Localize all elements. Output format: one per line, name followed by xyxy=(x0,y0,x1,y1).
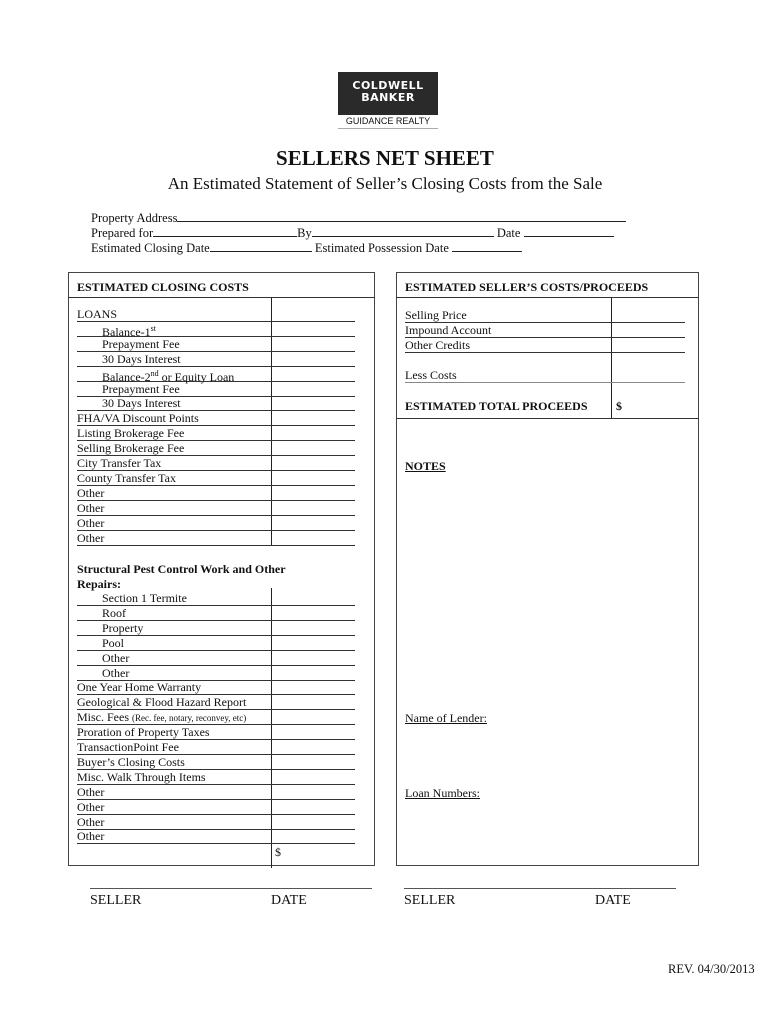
cost-row[interactable] xyxy=(77,651,355,666)
cost-row-label: Other xyxy=(77,829,105,844)
page-subtitle: An Estimated Statement of Seller’s Closing Costs from the Sale xyxy=(167,174,603,193)
notes-label: NOTES xyxy=(405,459,446,473)
cost-row[interactable] xyxy=(77,695,355,710)
cost-row-label: Listing Brokerage Fee xyxy=(77,426,185,441)
cost-row[interactable] xyxy=(77,352,355,367)
cost-row-label: Pool xyxy=(102,635,125,650)
by-label: By xyxy=(297,226,312,240)
cost-row-label: Other xyxy=(102,650,130,665)
cost-row[interactable] xyxy=(77,307,355,322)
cost-row[interactable] xyxy=(77,501,355,516)
cost-row[interactable] xyxy=(77,456,355,471)
less-costs-row[interactable] xyxy=(405,368,685,383)
cost-row[interactable] xyxy=(77,531,355,546)
cost-row-note: (Rec. fee, notary, reconvey, etc) xyxy=(132,713,247,724)
logo-line1: COLDWELL xyxy=(352,79,424,92)
cost-row[interactable] xyxy=(77,755,355,770)
logo-line2: BANKER xyxy=(361,91,415,104)
date-label: DATE xyxy=(271,893,307,908)
cost-row[interactable] xyxy=(77,621,355,636)
closing-costs-total: $ xyxy=(275,845,281,859)
cost-row[interactable] xyxy=(77,680,355,695)
cost-row[interactable] xyxy=(77,322,355,337)
coldwell-banker-logo xyxy=(338,72,438,115)
cost-row-label: TransactionPoint Fee xyxy=(77,740,179,754)
est-possession-date-label: Estimated Possession Date xyxy=(314,241,449,255)
est-possession-date-field[interactable] xyxy=(452,241,522,252)
property-address-label: Property Address xyxy=(91,211,178,225)
date-label-2: DATE xyxy=(595,893,631,908)
impound-account-row[interactable] xyxy=(405,323,685,338)
selling-price-label: Selling Price xyxy=(405,308,467,322)
cost-row-label: Other xyxy=(77,500,105,515)
cost-row[interactable] xyxy=(77,800,355,815)
cost-row[interactable] xyxy=(77,770,355,785)
cost-row[interactable] xyxy=(77,591,355,606)
cost-row[interactable] xyxy=(77,382,355,397)
logo-subtitle: GUIDANCE REALTY xyxy=(338,116,438,129)
cost-row[interactable] xyxy=(77,471,355,486)
cost-row[interactable] xyxy=(77,829,355,844)
cost-row-label: Proration of Property Taxes xyxy=(77,725,210,740)
prepared-for-field[interactable] xyxy=(153,226,297,237)
prepared-for-label: Prepared for xyxy=(91,226,154,240)
cost-row[interactable] xyxy=(77,666,355,681)
other-credits-row[interactable] xyxy=(405,338,685,353)
cost-row[interactable] xyxy=(77,725,355,740)
other-credits-label: Other Credits xyxy=(405,338,470,352)
cost-row-label: Other xyxy=(77,799,105,814)
repairs-header: Structural Pest Control Work and Other xyxy=(77,562,286,576)
est-closing-date-label: Estimated Closing Date xyxy=(91,241,210,255)
loan-numbers-label: Loan Numbers: xyxy=(405,786,480,800)
cost-row-label: Balance-1 xyxy=(102,324,151,339)
cost-row-label: Other xyxy=(77,784,105,799)
total-proceeds-value[interactable]: $ xyxy=(616,399,622,413)
page-title: SELLERS NET SHEET xyxy=(276,146,494,170)
date-field[interactable] xyxy=(524,226,614,237)
seller-signature-line-2[interactable] xyxy=(404,888,676,889)
prepared-for-row xyxy=(91,226,614,241)
divider xyxy=(396,297,699,298)
cost-row-label: Section 1 Termite xyxy=(102,591,187,605)
cost-row[interactable] xyxy=(77,337,355,352)
cost-row-label: Selling Brokerage Fee xyxy=(77,441,185,456)
cost-row-label: County Transfer Tax xyxy=(77,470,176,485)
cost-row[interactable] xyxy=(77,367,355,382)
cost-row-label: Other xyxy=(102,665,130,680)
impound-account-label: Impound Account xyxy=(405,323,492,337)
proceeds-header: ESTIMATED SELLER’S COSTS/PROCEEDS xyxy=(405,280,649,294)
cost-row-label: Prepayment Fee xyxy=(102,381,180,396)
cost-row[interactable] xyxy=(77,740,355,755)
cost-row-label-rest: or Equity Loan xyxy=(158,369,235,384)
cost-row[interactable] xyxy=(77,815,355,830)
cost-row[interactable] xyxy=(77,426,355,441)
cost-row-label: City Transfer Tax xyxy=(77,456,162,470)
cost-row-label: Balance-2 xyxy=(102,369,151,384)
seller-label: SELLER xyxy=(90,893,142,908)
cost-row-label: Other xyxy=(77,530,105,545)
total-proceeds-label: ESTIMATED TOTAL PROCEEDS xyxy=(405,399,588,413)
by-field[interactable] xyxy=(312,226,494,237)
cost-row-label: One Year Home Warranty xyxy=(77,680,202,695)
cost-row-label: Prepayment Fee xyxy=(102,336,180,351)
cost-row-label: Other xyxy=(77,485,105,500)
cost-row[interactable] xyxy=(77,411,355,426)
cost-row[interactable] xyxy=(77,710,355,725)
cost-row[interactable] xyxy=(77,606,355,621)
seller-signature-line[interactable] xyxy=(90,888,372,889)
seller-label-2: SELLER xyxy=(404,893,456,908)
cost-row-label: LOANS xyxy=(77,307,118,321)
divider xyxy=(68,297,375,298)
cost-row-label: Buyer’s Closing Costs xyxy=(77,754,185,769)
cost-row[interactable] xyxy=(77,441,355,456)
repairs-header-2: Repairs: xyxy=(77,577,121,591)
less-costs-label: Less Costs xyxy=(405,368,457,382)
dates-row xyxy=(91,241,522,256)
selling-price-row[interactable] xyxy=(405,308,685,323)
cost-row-label: Property xyxy=(102,620,144,635)
cost-row-label: Other xyxy=(77,515,105,530)
property-address-field[interactable] xyxy=(91,211,626,226)
cost-row[interactable] xyxy=(77,486,355,501)
cost-row-label: Misc. Walk Through Items xyxy=(77,769,206,784)
closing-costs-header: ESTIMATED CLOSING COSTS xyxy=(77,280,249,294)
cost-row[interactable] xyxy=(77,516,355,531)
cost-row-label: 30 Days Interest xyxy=(102,396,181,411)
cost-row-label: FHA/VA Discount Points xyxy=(77,411,199,426)
cost-row[interactable] xyxy=(77,785,355,800)
superscript: st xyxy=(150,323,156,333)
cost-row-label: 30 Days Interest xyxy=(102,351,181,366)
cost-row-label: Misc. Fees xyxy=(77,710,132,725)
revision-date: REV. 04/30/2013 xyxy=(668,962,755,976)
divider xyxy=(396,418,699,419)
cost-row-label: Roof xyxy=(102,605,126,620)
cost-row-label: Other xyxy=(77,814,105,829)
cost-row[interactable] xyxy=(77,636,355,651)
superscript: nd xyxy=(150,368,159,378)
lender-label: Name of Lender: xyxy=(405,711,487,725)
proceeds-box xyxy=(396,272,699,866)
date-label: Date xyxy=(496,226,521,240)
cost-row[interactable] xyxy=(77,396,355,411)
cost-row-label: Geological & Flood Hazard Report xyxy=(77,695,247,710)
est-closing-date-field[interactable] xyxy=(210,241,312,252)
